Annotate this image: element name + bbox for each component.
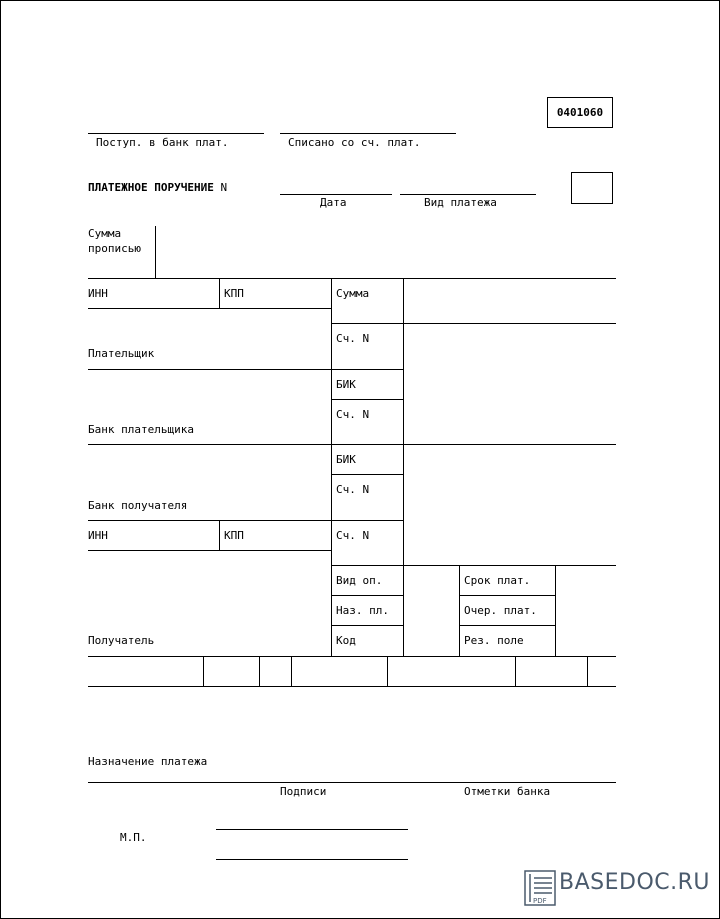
status-box <box>571 172 613 204</box>
payer-bik-label: БИК <box>336 378 356 391</box>
debited-line <box>280 133 456 134</box>
payment-type-label: Вид платежа <box>424 196 497 209</box>
grid-line <box>331 278 332 656</box>
received-line <box>88 133 264 134</box>
grid-line <box>88 520 403 521</box>
recipient-label: Получатель <box>88 634 155 647</box>
recipient-bik-label: БИК <box>336 453 356 466</box>
grid-line <box>88 686 616 687</box>
grid-line <box>587 656 588 686</box>
purpose-label: Назначение платежа <box>88 755 208 768</box>
grid-line <box>555 565 556 656</box>
grid-line <box>88 444 616 445</box>
form-title-row <box>88 181 227 195</box>
grid-line <box>88 308 331 309</box>
payment-purpose-code-label: Наз. пл. <box>336 604 389 617</box>
signature-line-2 <box>216 859 408 860</box>
grid-line <box>88 656 616 657</box>
amount-words-label-1: Сумма <box>88 227 122 240</box>
payer-inn-label: ИНН <box>88 287 108 300</box>
payer-account-label: Сч. N <box>336 332 370 345</box>
date-line <box>280 194 392 195</box>
grid-line <box>331 323 616 324</box>
payer-bank-account-label: Сч. N <box>336 408 370 421</box>
date-label: Дата <box>320 196 347 209</box>
recipient-inn-label: ИНН <box>88 529 108 542</box>
grid-line <box>203 656 204 686</box>
grid-line <box>331 625 403 626</box>
grid-line <box>88 278 616 279</box>
form-code: 0401060 <box>556 106 604 119</box>
grid-line <box>331 595 403 596</box>
amount-words-divider <box>155 226 156 278</box>
grid-line <box>331 474 403 475</box>
grid-line <box>219 278 220 308</box>
recipient-account-label: Сч. N <box>336 529 370 542</box>
signature-line-1 <box>216 829 408 830</box>
code-label: Код <box>336 634 356 647</box>
received-label: Поступ. в банк плат. <box>96 136 229 149</box>
operation-type-label: Вид оп. <box>336 574 383 587</box>
grid-line <box>459 625 555 626</box>
payer-label: Плательщик <box>88 347 155 360</box>
payment-type-line <box>400 194 536 195</box>
recipient-bank-account-label: Сч. N <box>336 483 370 496</box>
recipient-kpp-label: КПП <box>224 529 244 542</box>
sum-label: Сумма <box>336 287 370 300</box>
priority-label: Очер. плат. <box>464 604 537 617</box>
grid-line <box>459 595 555 596</box>
grid-line <box>515 656 516 686</box>
grid-line <box>331 399 403 400</box>
grid-line <box>387 656 388 686</box>
form-code-box <box>547 97 613 128</box>
grid-line <box>331 369 403 370</box>
due-date-label: Срок плат. <box>464 574 531 587</box>
signatures-label: Подписи <box>280 785 327 798</box>
basedoc-logo <box>523 869 711 907</box>
payer-kpp-label: КПП <box>224 287 244 300</box>
form-title: ПЛАТЕЖНОЕ ПОРУЧЕНИЕ <box>88 181 214 194</box>
grid-line <box>88 369 331 370</box>
grid-line <box>331 565 616 566</box>
bank-marks-label: Отметки банка <box>464 785 551 798</box>
purpose-line <box>88 782 616 783</box>
grid-line <box>219 520 220 550</box>
reserve-field-label: Рез. поле <box>464 634 524 647</box>
debited-label: Списано со сч. плат. <box>288 136 421 149</box>
grid-line <box>459 565 460 656</box>
watermark-text: BASEDOC.RU <box>559 870 711 895</box>
grid-line <box>88 550 331 551</box>
grid-line <box>403 278 404 656</box>
grid-line <box>259 656 260 686</box>
stamp-label: М.П. <box>120 831 147 844</box>
payer-bank-label: Банк плательщика <box>88 423 194 436</box>
recipient-bank-label: Банк получателя <box>88 499 188 512</box>
number-label: N <box>220 181 228 194</box>
grid-line <box>291 656 292 686</box>
amount-words-label-2: прописью <box>88 242 141 255</box>
watermark-sub: PDF <box>533 897 547 905</box>
